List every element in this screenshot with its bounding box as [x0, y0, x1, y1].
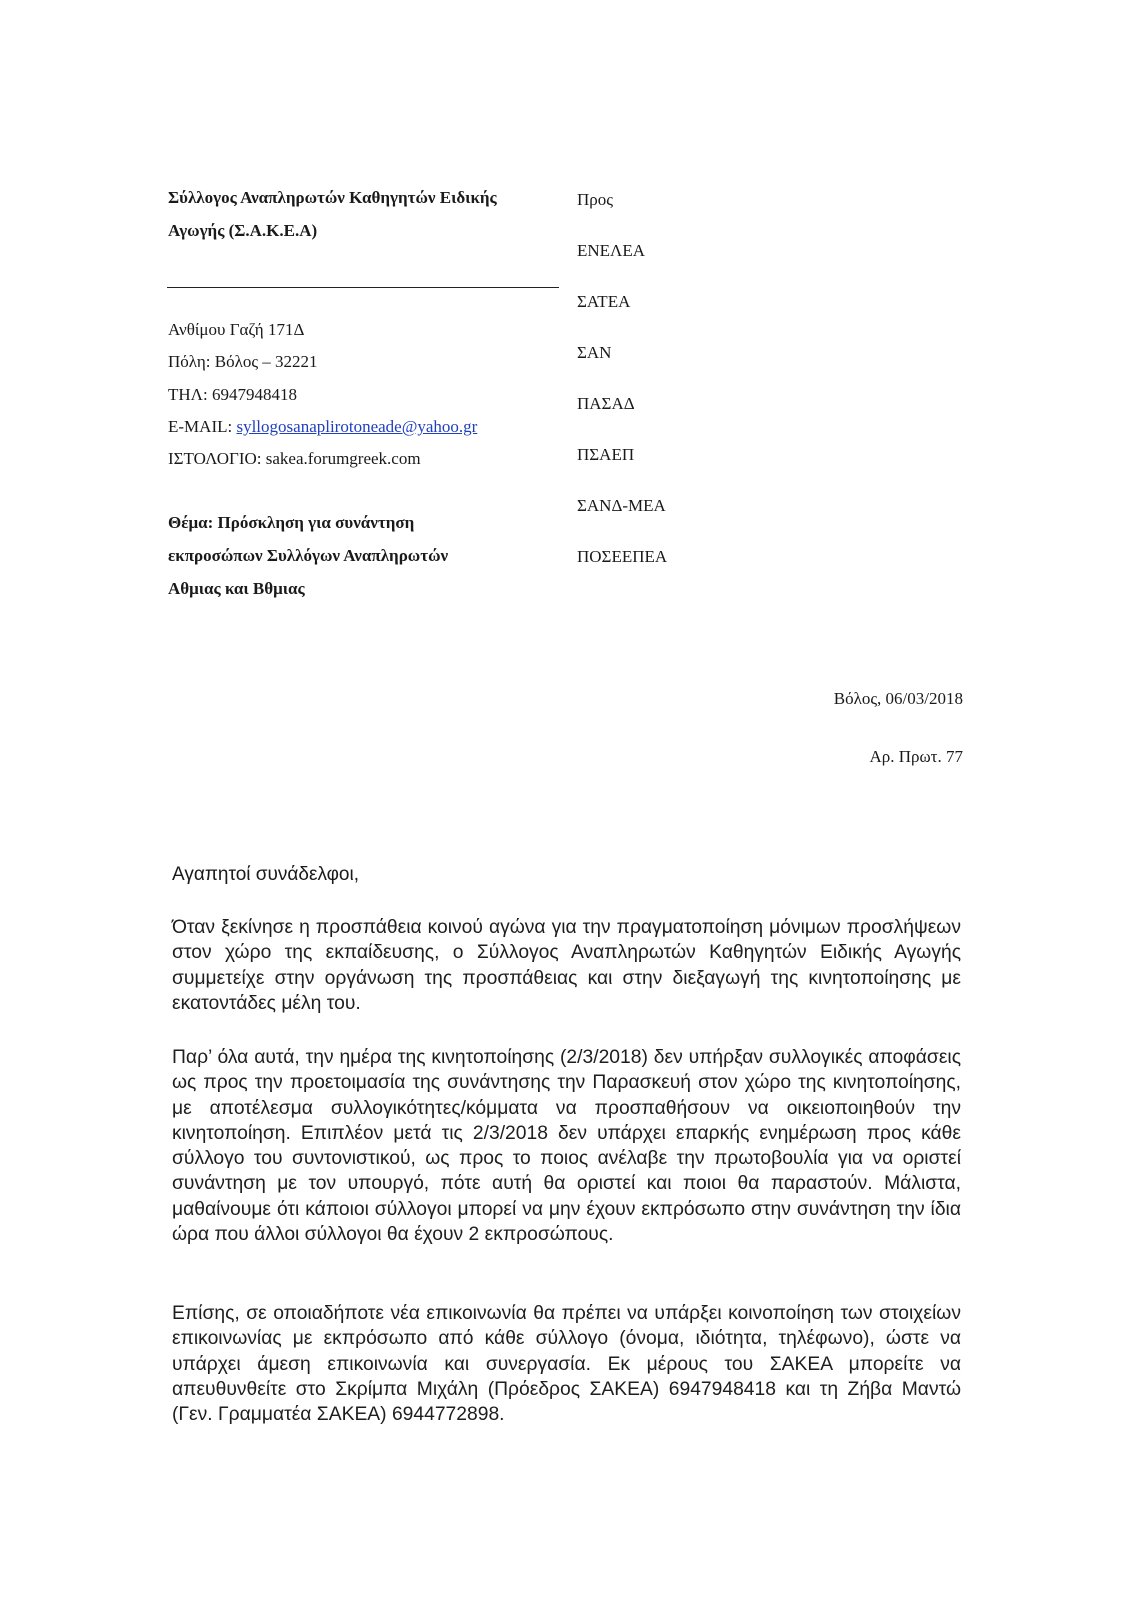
place-date: Βόλος, 06/03/2018 [833, 689, 963, 708]
paragraph-1: Όταν ξεκίνησε η προσπάθεια κοινού αγώνα για την πραγματοποίηση μόνιμων προσλήψεων στον χώρο της εκπαίδευσης, ο Σύλλογος Αναπληρωτών Καθηγητών Ειδικής Αγωγής συμμετείχε στην οργάνωση της προσπάθειας και στην διεξαγωγή της κινητοποίησης με εκατοντάδες μέλη του. [172, 917, 961, 1014]
recipient-item: ΣΑΝΔ-ΜΕΑ [577, 496, 666, 515]
recipient-item: ΠΑΣΑΔ [577, 394, 635, 413]
email-label: E-MAIL: [168, 417, 237, 436]
recipient-item: ΠΣΑΕΠ [577, 445, 635, 464]
sender-name-line1: Σύλλογος Αναπληρωτών Καθηγητών Ειδικής [168, 188, 497, 207]
recipient-item: ΣΑΝ [577, 343, 612, 362]
recipient-item: ΣΑΤΕΑ [577, 292, 631, 311]
sender-address: Ανθίμου Γαζή 171Δ [168, 320, 305, 339]
recipients-label: Προς [577, 190, 613, 209]
paragraph-3: Επίσης, σε οποιαδήποτε νέα επικοινωνία θα πρέπει να υπάρξει κοινοποίηση των στοιχείων επικοινωνίας με εκπρόσωπο από κάθε σύλλογο (όνομα, ιδιότητα, τηλέφωνο), ώστε να υπάρχει άμεση επικοινωνία και συνεργασία. Εκ μέρους του ΣΑΚΕΑ μπορείτε να απευθυνθείτε στο Σκρίμπα Μιχάλη (Πρόεδρος ΣΑΚΕΑ) 6947948418 και τη Ζήβα Μαντώ (Γεν. Γραμματέα ΣΑΚΕΑ) 6944772898. [172, 1303, 961, 1426]
email-link[interactable]: syllogosanaplirotoneade@yahoo.gr [236, 417, 478, 436]
paragraph-2: Παρ’ όλα αυτά, την ημέρα της κινητοποίησης (2/3/2018) δεν υπήρξαν συλλογικές αποφάσεις ως προς την προετοιμασία της συνάντησης την Παρασκευή στον χώρο της κινητοποίησης, με αποτέλεσμα συλλογικότητες/κόμματα να προσπαθήσουν να οικειοποιηθούν την κινητοποίηση. Επιπλέον μετά τις 2/3/2018 δεν υπάρχει επαρκής ενημέρωση προς κάθε σύλλογο του συντονιστικού, ως προς το ποιος ανέλαβε την πρωτοβουλία για να οριστεί συνάντηση με τον υπουργό, πότε αυτή θα οριστεί και ποιοι θα παραστούν. Μάλιστα, μαθαίνουμε ότι κάποιοι σύλλογοι μπορεί να μην έχουν εκπρόσωπο στην συνάντηση την ίδια ώρα που άλλοι σύλλογοι θα έχουν 2 εκπροσώπους. [172, 1047, 961, 1246]
greeting: Αγαπητοί συνάδελφοι, [172, 864, 359, 885]
sender-email-row [168, 417, 477, 437]
sender-phone: ΤΗΛ: 6947948418 [168, 385, 297, 404]
recipient-item: ΕΝΕΛΕΑ [577, 241, 646, 260]
sender-name-line2: Αγωγής (Σ.Α.Κ.Ε.Α) [168, 221, 318, 240]
protocol-number: Αρ. Πρωτ. 77 [869, 747, 963, 766]
header-divider [167, 287, 559, 288]
sender-city: Πόλη: Βόλος – 32221 [168, 352, 318, 371]
recipient-item: ΠΟΣΕΕΠΕΑ [577, 547, 668, 566]
subject-line3: Αθμιας και Βθμιας [168, 579, 305, 598]
subject-line2: εκπροσώπων Συλλόγων Αναπληρωτών [168, 546, 449, 565]
sender-website: ΙΣΤΟΛΟΓΙΟ: sakea.forumgreek.com [168, 449, 421, 468]
subject-line1: Θέμα: Πρόσκληση για συνάντηση [168, 513, 415, 532]
